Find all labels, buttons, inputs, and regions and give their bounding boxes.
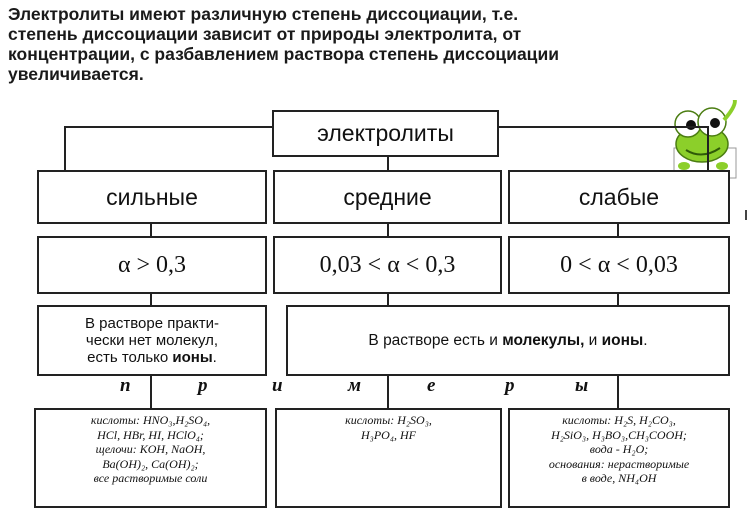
desc-other-suffix: . [643,332,648,349]
examples-strong-line-1: кислоты: HNO₃,H₂SO₄, [90,413,211,427]
connector-medium-v3 [387,375,389,409]
examples-medium-line-1: кислоты: H₂SO₃, [345,413,432,427]
desc-other-middle: и [584,332,602,349]
desc-other-text [368,332,647,349]
examples-strong-line-2: HCl, HBr, HI, HClO₄; [97,427,204,442]
examples-letter-6: р [505,375,515,396]
intro-text [8,4,708,84]
examples-weak-line-3: вода - H₂O; [589,442,649,456]
edge-mark [745,210,747,220]
connector-root-right-h [497,126,709,128]
examples-strong-line-3: щелочи: KOH, NaOH, [95,442,206,456]
category-medium-box [273,170,502,224]
desc-strong-line-3-suffix: . [212,349,217,366]
desc-other-ions: ионы [601,332,644,349]
examples-letter-5: е [427,375,436,396]
category-medium-label: средние [343,183,432,210]
examples-letter-1: п [120,375,131,396]
examples-medium-box [275,408,502,508]
range-strong-label: α > 0,3 [117,251,187,278]
desc-strong-line-3-prefix: есть только [87,349,173,366]
category-strong-box [37,170,267,224]
category-weak-label: слабые [578,183,660,210]
category-weak-box [508,170,730,224]
examples-strong-line-5: все растворимые соли [93,471,208,485]
desc-strong-line-3 [85,349,219,366]
desc-strong-ions: ионы [172,349,213,366]
root-box [272,110,499,157]
examples-weak-box [508,408,730,508]
examples-weak-line-4: основания: нерастворимые [548,456,690,471]
desc-other-prefix: В растворе есть и [368,332,503,349]
category-strong-label: сильные [106,183,198,210]
desc-strong-text [85,315,219,366]
connector-medium-v1 [387,222,389,237]
examples-letter-4: м [348,375,362,396]
range-strong-box [37,236,267,294]
range-weak-box [508,236,730,294]
desc-strong-line-2: чески нет молекул, [85,332,219,349]
examples-medium-line-2: H₃PO₄, HF [360,427,416,442]
intro-line-3: концентрации, с разбавлением раствора степень диссоциации [8,44,559,64]
examples-weak-line-5: в воде, NH₄OH [581,471,657,485]
desc-other-box [286,305,730,376]
intro-line-2: степень диссоциации зависит от природы электролита, от [8,24,522,44]
connector-root-left-h [64,126,274,128]
desc-strong-line-1: В растворе практи- [84,315,219,332]
chameleon-mascot-icon [664,100,742,180]
range-medium-label: 0,03 < α < 0,3 [319,251,456,278]
examples-letter-2: р [198,375,208,396]
examples-letter-3: и [272,375,283,396]
connector-right-v [707,126,709,172]
examples-strong-line-4: Ba(OH)₂, Ca(OH)₂; [102,456,199,471]
intro-line-1: Электролиты имеют различную степень диссоциации, т.е. [8,4,519,24]
connector-left-v [64,126,66,172]
intro-line-4: увеличивается. [8,64,144,84]
examples-letter-7: ы [575,375,589,396]
connector-strong-v1 [150,222,152,237]
examples-weak-line-1: кислоты: H₂S, H₂CO₃, [562,413,676,427]
connector-strong-v3 [150,375,152,409]
desc-other-molecules: молекулы, [502,332,585,349]
desc-strong-box [37,305,267,376]
connector-weak-v3 [617,375,619,409]
range-medium-box [273,236,502,294]
range-weak-label: 0 < α < 0,03 [560,251,678,278]
root-label: электролиты [317,120,454,146]
examples-strong-box [34,408,267,508]
connector-weak-v1 [617,222,619,237]
examples-weak-line-2: H₂SiO₃, H₃BO₃,CH₃COOH; [551,427,687,442]
